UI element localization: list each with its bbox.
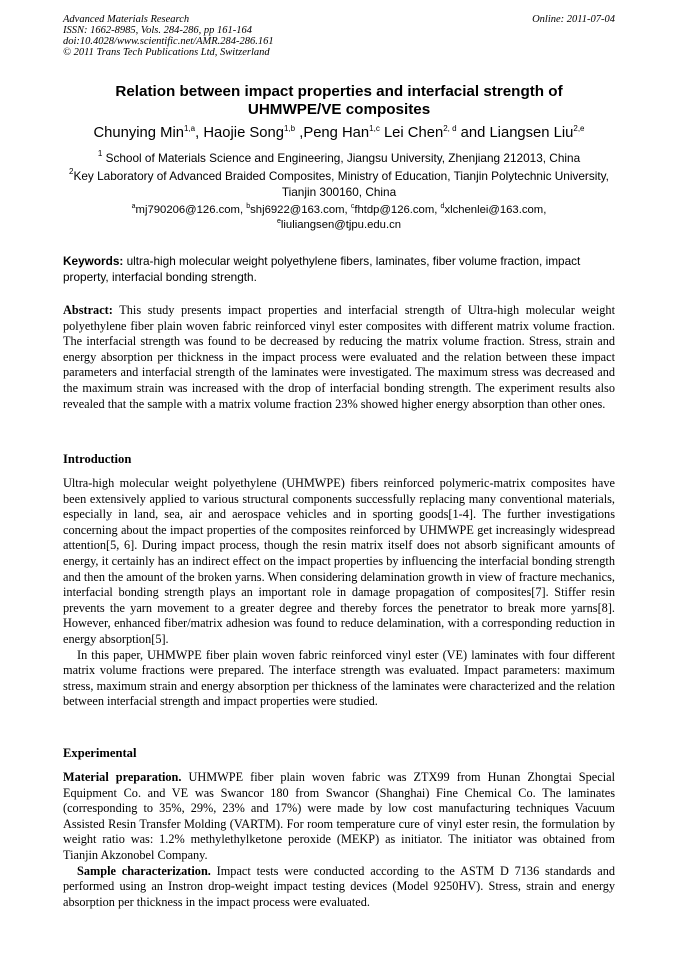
material-preparation-label: Material preparation.: [63, 770, 182, 784]
author-affiliation-mark: 1,c: [369, 124, 380, 133]
author-separator: ,: [295, 125, 304, 141]
author-name: Lei Chen: [383, 125, 444, 141]
author-separator: ,: [195, 125, 204, 141]
abstract-text: This study presents impact properties and interfacial strength of Ultra-high molecular weight polyethylene fiber plain woven fabric reinforced vinyl ester composites with different matrix volume fraction. The interfacial strength was found to be decreased by reducing the matrix volume fraction. Stress, strain and energy absorption per thickness in the impact process were evaluated and the relation between these impact parameters and interfacial strength of the laminates were investigated. The maximum stress was decreased and the maximum strain was increased with the drop of interfacial bonding strength. The experiment results also revealed that the sample with a matrix volume fraction 23% showed higher energy absorption than other ones.: [63, 303, 615, 411]
doi: doi:10.4028/www.scientific.net/AMR.284-286.161: [63, 36, 274, 47]
keywords: [63, 253, 615, 285]
email-separator: ,: [543, 204, 547, 216]
email-mark: a: [131, 203, 136, 210]
material-preparation-text: UHMWPE fiber plain woven fabric was ZTX99 from Hunan Zhongtai Special Equipment Co. and VE was Swancor 180 from Swancor (Shanghai) Fine Chemical Co. The laminates (corresponding to 35%, 29%, 23% and 17%) were made by low cost manufacturing techniques Vacuum Assisted Resin Transfer Molding (VARTM). For room temperature cure of vinyl ester resin, the formulation by weight ratio was: 1.2% methylethylketone peroxide (MEKP) as initiator. The initiator was obtained from Tianjin Akzonobel Company.: [63, 770, 615, 862]
intro-paragraph-1: Ultra-high molecular weight polyethylene (UHMWPE) fibers reinforced polymeric-matrix composites have been extensively applied to various structural components successfully replacing many conventional materials, especially in land, sea, air and aerospace vehicles and in sporting goods[1-4]. The further investigations concerning about the impact properties of the composites reinforced by UHMWPE get increasingly widespread attention[5, 6]. During impact process, though the resin matrix itself does not absorb significant amounts of energy, it certainly has an indirect effect on the impact properties by influencing the interfacial bonding strength and then the amount of the broken yarns. When considering delamination growth in view of fracture mechanics, interfacial bonding strength plays an important role in damage propagation of composites[7]. Stiffer resin prevents the yarn movement to a greater degree and thereby forces the penetrator to break more yarns[8]. However, enhanced fiber/matrix adhesion was found to reduce delamination, with a corresponding reduction in energy absorption[5].: [63, 476, 615, 646]
author-affiliation-mark: 2,e: [573, 124, 585, 133]
issn: ISSN: 1662-8985, Vols. 284-286, pp 161-164: [63, 25, 252, 36]
email-address[interactable]: mj790206@126.com: [135, 204, 240, 216]
affiliation-number: 2: [69, 167, 74, 176]
online-date: Online: 2011-07-04: [532, 14, 615, 25]
email-address[interactable]: liuliangsen@tjpu.edu.cn: [280, 219, 402, 231]
title-line-1: Relation between impact properties and interfacial strength of: [115, 83, 563, 100]
author-affiliation-mark: 1,a: [183, 124, 196, 133]
sample-characterization-label: Sample characterization.: [77, 863, 211, 878]
author-name: Haojie Song: [203, 125, 284, 141]
author-list: [40, 124, 638, 142]
email-separator: ,: [344, 204, 351, 216]
material-preparation-paragraph: [63, 770, 615, 864]
email-address[interactable]: shj6922@163.com: [250, 204, 345, 216]
author-separator: and: [456, 125, 490, 141]
affiliation-text: Key Laboratory of Advanced Braided Composites, Ministry of Education, Tianjin Polytechnic University, Tianjin 300160, China: [73, 169, 609, 199]
email-mark: c: [350, 203, 355, 210]
sample-characterization-text: Impact tests were conducted according to the ASTM D 7136 standards and performed using an Instron drop-weight impact testing devices (Model 9250HV). Stress, strain and energy absorption per thickness in the impact process were evaluated.: [63, 863, 615, 909]
affiliation-2: [60, 168, 618, 200]
author-emails: [60, 203, 618, 233]
title-line-2: UHMWPE/VE composites: [247, 101, 431, 118]
paper-title: [60, 83, 618, 119]
email-mark: d: [440, 203, 445, 210]
affiliation-1: [60, 150, 618, 166]
keywords-label: Keywords:: [63, 254, 124, 268]
experimental-body: [63, 770, 615, 910]
author-name: Chunying Min: [93, 125, 184, 141]
abstract: [63, 303, 615, 412]
author-affiliation-mark: 2, d: [443, 124, 457, 133]
email-address[interactable]: xlchenlei@163.com: [444, 204, 544, 216]
abstract-label: Abstract:: [63, 303, 113, 317]
email-separator: ,: [239, 204, 247, 216]
section-heading-introduction: Introduction: [63, 452, 132, 466]
copyright: © 2011 Trans Tech Publications Ltd, Switzerland: [63, 47, 270, 58]
sample-characterization-paragraph: [63, 864, 615, 911]
email-mark: b: [246, 203, 251, 210]
section-heading-experimental: Experimental: [63, 746, 137, 760]
author-name: Liangsen Liu: [489, 125, 574, 141]
author-name: Peng Han: [303, 125, 370, 141]
affiliation-number: 1: [97, 149, 103, 158]
journal-header: [63, 14, 274, 58]
introduction-body: [63, 476, 615, 710]
author-affiliation-mark: 1,b: [283, 124, 296, 133]
email-address[interactable]: fhtdp@126.com: [354, 204, 435, 216]
email-separator: ,: [434, 204, 441, 216]
email-mark: e: [276, 218, 281, 225]
keywords-text: ultra-high molecular weight polyethylene fibers, laminates, fiber volume fraction, impact property, interfacial bonding strength.: [63, 254, 581, 284]
intro-paragraph-2: In this paper, UHMWPE fiber plain woven fabric reinforced vinyl ester (VE) laminates with four different matrix volume fractions were prepared. The interface strength was evaluated. Impact parameters: maximum stress, maximum strain and energy absorption per thickness of the laminates were characterized and the relation between interfacial strength and impact properties were studied.: [63, 647, 615, 709]
affiliation-text: School of Materials Science and Engineering, Jiangsu University, Zhenjiang 212013, China: [102, 151, 581, 165]
journal-name: Advanced Materials Research: [63, 14, 190, 25]
